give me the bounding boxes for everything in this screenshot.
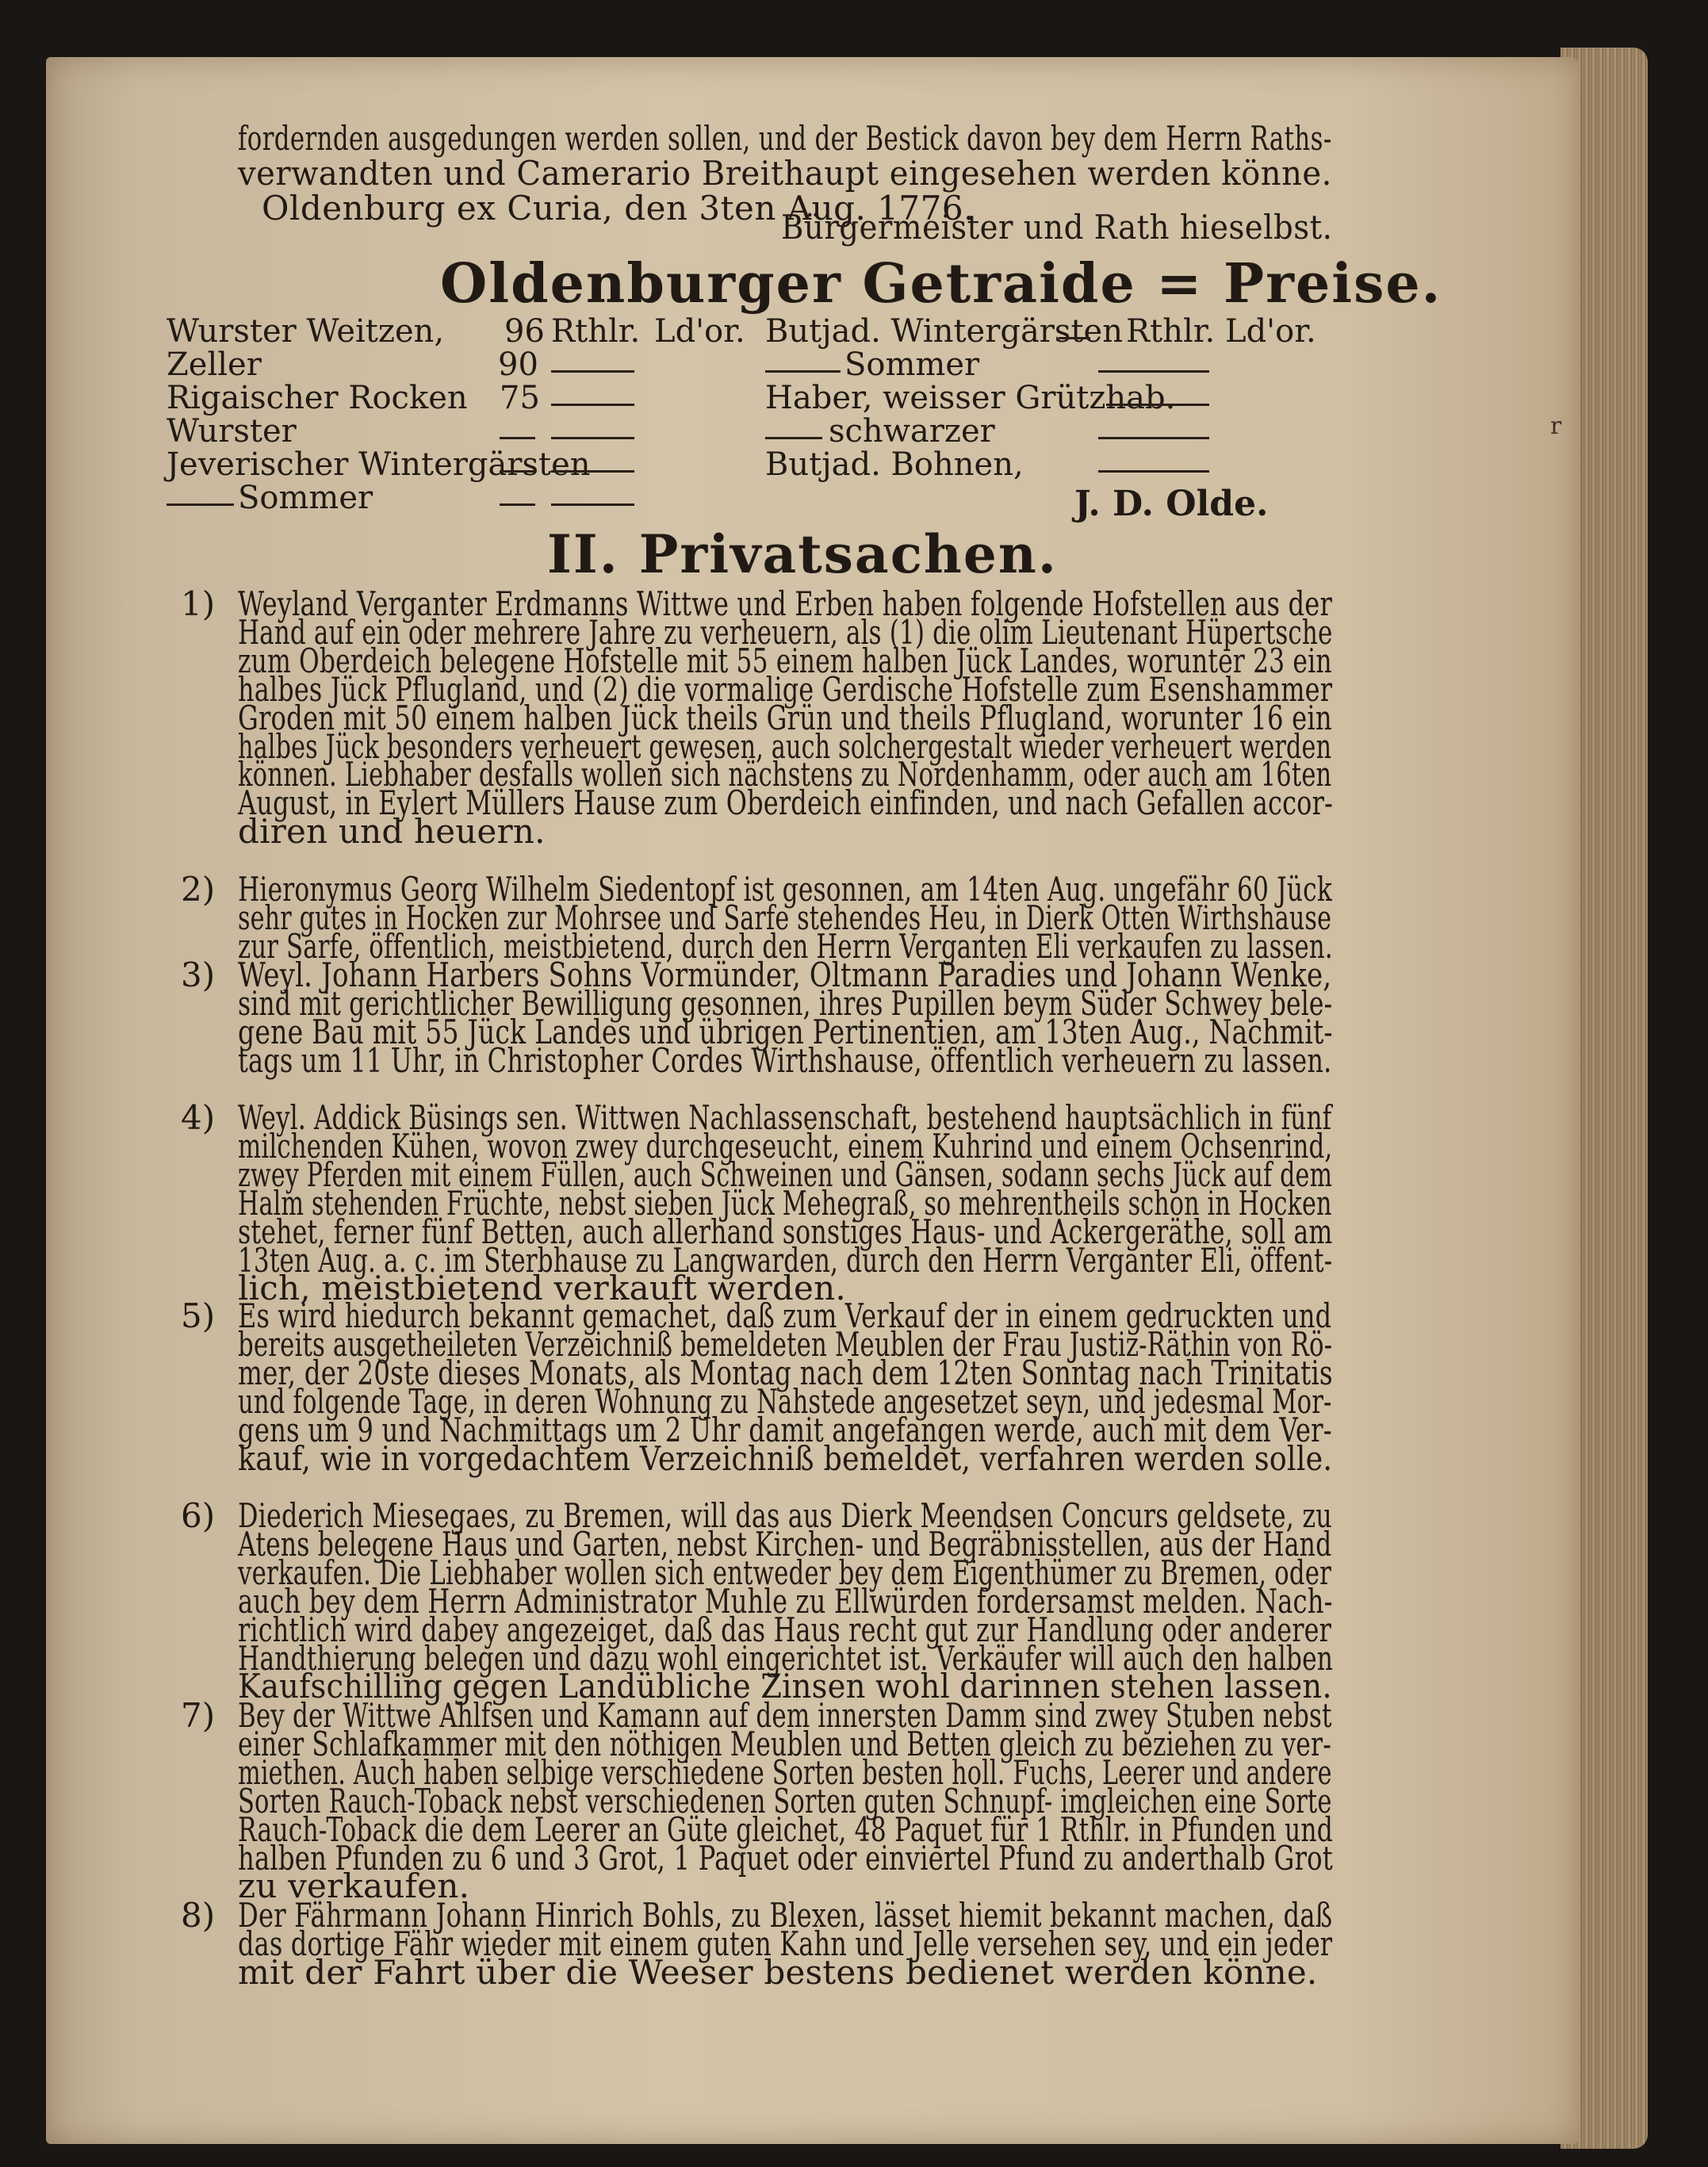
- price-label: Wurster Weitzen,: [167, 313, 445, 350]
- notice-text-line: Handthierung belegen und dazu wohl eingerichtet ist. Verkäufer will auch den halben: [238, 1638, 1334, 1678]
- notice-text-line: Sorten Rauch-Toback nebst verschiedenen Sorten guten Schnupf- imgleichen eine Sorte: [238, 1781, 1332, 1821]
- notice-number: 7): [181, 1696, 216, 1735]
- price-label: schwarzer: [829, 413, 995, 450]
- notice-text-line: tags um 11 Uhr, in Christopher Cordes Wirthshause, öffentlich verheuern zu lassen.: [238, 1040, 1332, 1080]
- notice-text-line: Weyl. Johann Harbers Sohns Vormünder, Oltmann Paradies und Johann Wenke,: [238, 955, 1332, 994]
- notice-text-line: halbes Jück besonders verheuert gewesen, auch solchergestalt wieder verheuert werden: [238, 726, 1332, 766]
- notice-number: 6): [181, 1496, 216, 1535]
- price-dash: [551, 430, 634, 445]
- price-label: Sommer: [844, 346, 980, 383]
- section-title: II. Privatsachen.: [547, 523, 1058, 585]
- notice-text-line: kauf, wie in vorgedachtem Verzeichniß bemeldet, verfahren werden solle.: [238, 1438, 1333, 1478]
- notice-text-line: und folgende Tage, in deren Wohnung zu Nahstede angesetzet seyn, und jedesmal Mor-: [238, 1381, 1332, 1421]
- notice-text-line: miethen. Auch haben selbige verschiedene Sorten besten holl. Fuchs, Leerer und andere: [238, 1752, 1332, 1792]
- price-label: Rigaischer Rocken: [167, 380, 468, 416]
- margin-mark: r: [1550, 412, 1562, 440]
- price-label: Sommer: [238, 480, 373, 516]
- notice-text-line: Diederich Miesegaes, zu Bremen, will das aus Dierk Meendsen Concurs geldsete, zu: [238, 1496, 1332, 1535]
- notice-text-line: Es wird hiedurch bekannt gemachet, daß zum Verkauf der in einem gedruckten und: [238, 1296, 1332, 1335]
- price-dash: [551, 463, 634, 478]
- notice-text-line: sehr gutes in Hocken zur Mohrsee und Sarfe stehendes Heu, in Dierk Otten Wirthshause: [238, 898, 1332, 937]
- price-label: Wurster: [167, 413, 297, 450]
- price-dash: [500, 496, 535, 511]
- notice-number: 4): [181, 1098, 216, 1137]
- notice-signature: Bürgermeister und Rath hieselbst.: [781, 208, 1333, 247]
- price-dash: [551, 363, 634, 378]
- notice-text-line: diren und heuern.: [238, 812, 546, 852]
- price-dash: [500, 463, 535, 478]
- price-dash: [500, 430, 535, 445]
- price-dash: [551, 396, 634, 412]
- notice-text-line: stehet, ferner fünf Betten, auch allerhand sonstiges Haus- und Ackergeräthe, soll am: [238, 1212, 1333, 1251]
- notice-number: 2): [181, 870, 216, 909]
- notice-number: 3): [181, 955, 216, 994]
- notice-text-line: gens um 9 und Nachmittags um 2 Uhr damit angefangen werde, auch mit dem Ver-: [238, 1410, 1332, 1449]
- notice-text-line: mit der Fahrt über die Weeser bestens bedienet werden könne.: [238, 1952, 1318, 1992]
- notice-text-line: Weyl. Addick Büsings sen. Wittwen Nachlassenschaft, bestehend hauptsächlich in fünf: [238, 1098, 1332, 1137]
- price-dash: [1098, 363, 1209, 378]
- price-label: Zeller: [167, 346, 262, 383]
- price-list-title: Oldenburger Getraide = Preise.: [440, 252, 1442, 316]
- price-dash: [765, 363, 841, 378]
- price-dash: [1098, 463, 1209, 478]
- price-unit-ldor: Ld'or.: [654, 313, 745, 350]
- notice-text-line: Halm stehenden Früchte, nebst sieben Jück Mehegraß, so mehrentheils schon in Hocken: [238, 1183, 1332, 1223]
- notice-text-line: gene Bau mit 55 Jück Landes und übrigen Pertinentien, am 13ten Aug., Nachmit-: [238, 1012, 1333, 1051]
- notice-text-line: sind mit gerichtlicher Bewilligung gesonnen, ihres Pupillen beym Süder Schwey bele-: [238, 983, 1333, 1023]
- notice-number: 8): [181, 1896, 216, 1935]
- notice-text-line: Groden mit 50 einem halben Jück theils Grün und theils Pflugland, worunter 16 ein: [238, 698, 1332, 737]
- notice-dateline: Oldenburg ex Curia, den 3ten Aug. 1776.: [262, 189, 975, 228]
- notice-text-line: Atens belegene Haus und Garten, nebst Kirchen- und Begräbnisstellen, aus der Hand: [238, 1524, 1332, 1564]
- price-value: 96: [504, 313, 545, 350]
- notice-text-line: August, in Eylert Müllers Hause zum Oberdeich einfinden, und nach Gefallen accor-: [238, 783, 1334, 823]
- price-value: 90: [498, 346, 538, 383]
- notice-text-line: einer Schlafkammer mit den nöthigen Meublen und Betten gleich zu beziehen zu ver-: [238, 1724, 1331, 1763]
- notice-text-line: das dortige Fähr wieder mit einem guten Kahn und Jelle versehen sey, und ein jeder: [238, 1924, 1333, 1963]
- notice-text-line: zwey Pferden mit einem Füllen, auch Schweinen und Gänsen, sodann sechs Jück auf dem: [238, 1154, 1333, 1194]
- notice-text-line: zum Oberdeich belegene Hofstelle mit 55 einem halben Jück Landes, worunter 23 ein: [238, 641, 1332, 680]
- notice-line-1: fordernden ausgedungen werden sollen, und der Bestick davon bey dem Herrn Raths-: [238, 119, 1332, 158]
- notice-text-line: auch bey dem Herrn Administrator Muhle zu Ellwürden fordersamst melden. Nach-: [238, 1581, 1333, 1621]
- notice-number: 1): [181, 584, 216, 623]
- price-dash: [1098, 430, 1209, 445]
- notice-text-line: milchenden Kühen, wovon zwey durchgeseucht, einem Kuhrind und einem Ochsenrind,: [238, 1126, 1333, 1166]
- price-label: Jeverischer Wintergärsten: [167, 446, 591, 483]
- notice-text-line: halben Pfunden zu 6 und 3 Grot, 1 Paquet oder einviertel Pfund zu anderthalb Grot: [238, 1838, 1333, 1878]
- notice-text-line: zur Sarfe, öffentlich, meistbietend, durch den Herrn Verganten Eli verkaufen zu lassen.: [238, 926, 1333, 966]
- notice-text-line: Kaufschilling gegen Landübliche Zinsen wohl darinnen stehen lassen.: [238, 1667, 1332, 1706]
- notice-text-line: Rauch-Toback die dem Leerer an Güte gleichet, 48 Paquet für 1 Rthlr. in Pfunden und: [238, 1809, 1334, 1849]
- notice-text-line: Der Fährmann Johann Hinrich Bohls, zu Blexen, lässet hiemit bekannt machen, daß: [238, 1896, 1333, 1935]
- price-dash: [1059, 330, 1090, 345]
- notice-text-line: 13ten Aug. a. c. im Sterbhause zu Langwarden, durch den Herrn Verganter Eli, öffent-: [238, 1240, 1333, 1280]
- notice-text-line: halbes Jück Pflugland, und (2) die vormalige Gerdische Hofstelle zum Esenshammer: [238, 669, 1333, 709]
- price-label: Butjad. Bohnen,: [765, 446, 1024, 483]
- notice-text-line: bereits ausgetheileten Verzeichniß bemeldeten Meublen der Frau Justiz-Räthin von Rö-: [238, 1324, 1333, 1364]
- price-value: 75: [500, 380, 540, 416]
- price-unit-ldor: Ld'or.: [1225, 313, 1316, 350]
- price-label: Haber, weisser Grützhab.: [765, 380, 1176, 416]
- notice-text-line: lich, meistbietend verkauft werden.: [238, 1269, 846, 1308]
- notice-number: 5): [181, 1296, 216, 1335]
- notice-text-line: Bey der Wittwe Ahlfsen und Kamann auf dem innersten Damm sind zwey Stuben nebst: [238, 1696, 1332, 1735]
- notice-text-line: zu verkaufen.: [238, 1866, 470, 1906]
- price-dash: [167, 496, 234, 511]
- price-dash: [551, 496, 634, 511]
- notice-text-line: können. Liebhaber desfalls wollen sich nächstens zu Nordenhamm, oder auch am 16ten: [238, 755, 1332, 794]
- notice-text-line: mer, der 20ste dieses Monats, als Montag nach dem 12ten Sonntag nach Trinitatis: [238, 1353, 1333, 1392]
- price-unit-rthlr: Rthlr.: [1126, 313, 1216, 350]
- price-signature: J. D. Olde.: [1074, 484, 1269, 524]
- notice-line-2: verwandten und Camerario Breithaupt eingesehen werden könne.: [238, 154, 1332, 193]
- notice-text-line: Weyland Verganter Erdmanns Wittwe und Erben haben folgende Hofstellen aus der: [238, 584, 1333, 623]
- price-dash: [765, 430, 822, 445]
- price-dash: [1106, 396, 1209, 412]
- notice-text-line: verkaufen. Die Liebhaber wollen sich entweder bey dem Eigenthümer zu Bremen, oder: [238, 1553, 1332, 1592]
- notice-text-line: Hieronymus Georg Wilhelm Siedentopf ist gesonnen, am 14ten Aug. ungefähr 60 Jück: [238, 870, 1332, 909]
- price-label: Butjad. Wintergärsten: [765, 313, 1123, 350]
- notice-text-line: Hand auf ein oder mehrere Jahre zu verheuern, als (1) die olim Lieutenant Hüpertsche: [238, 612, 1333, 652]
- notice-text-line: richtlich wird dabey angezeiget, daß das Haus recht gut zur Handlung oder anderer: [238, 1610, 1332, 1649]
- price-unit-rthlr: Rthlr.: [551, 313, 641, 350]
